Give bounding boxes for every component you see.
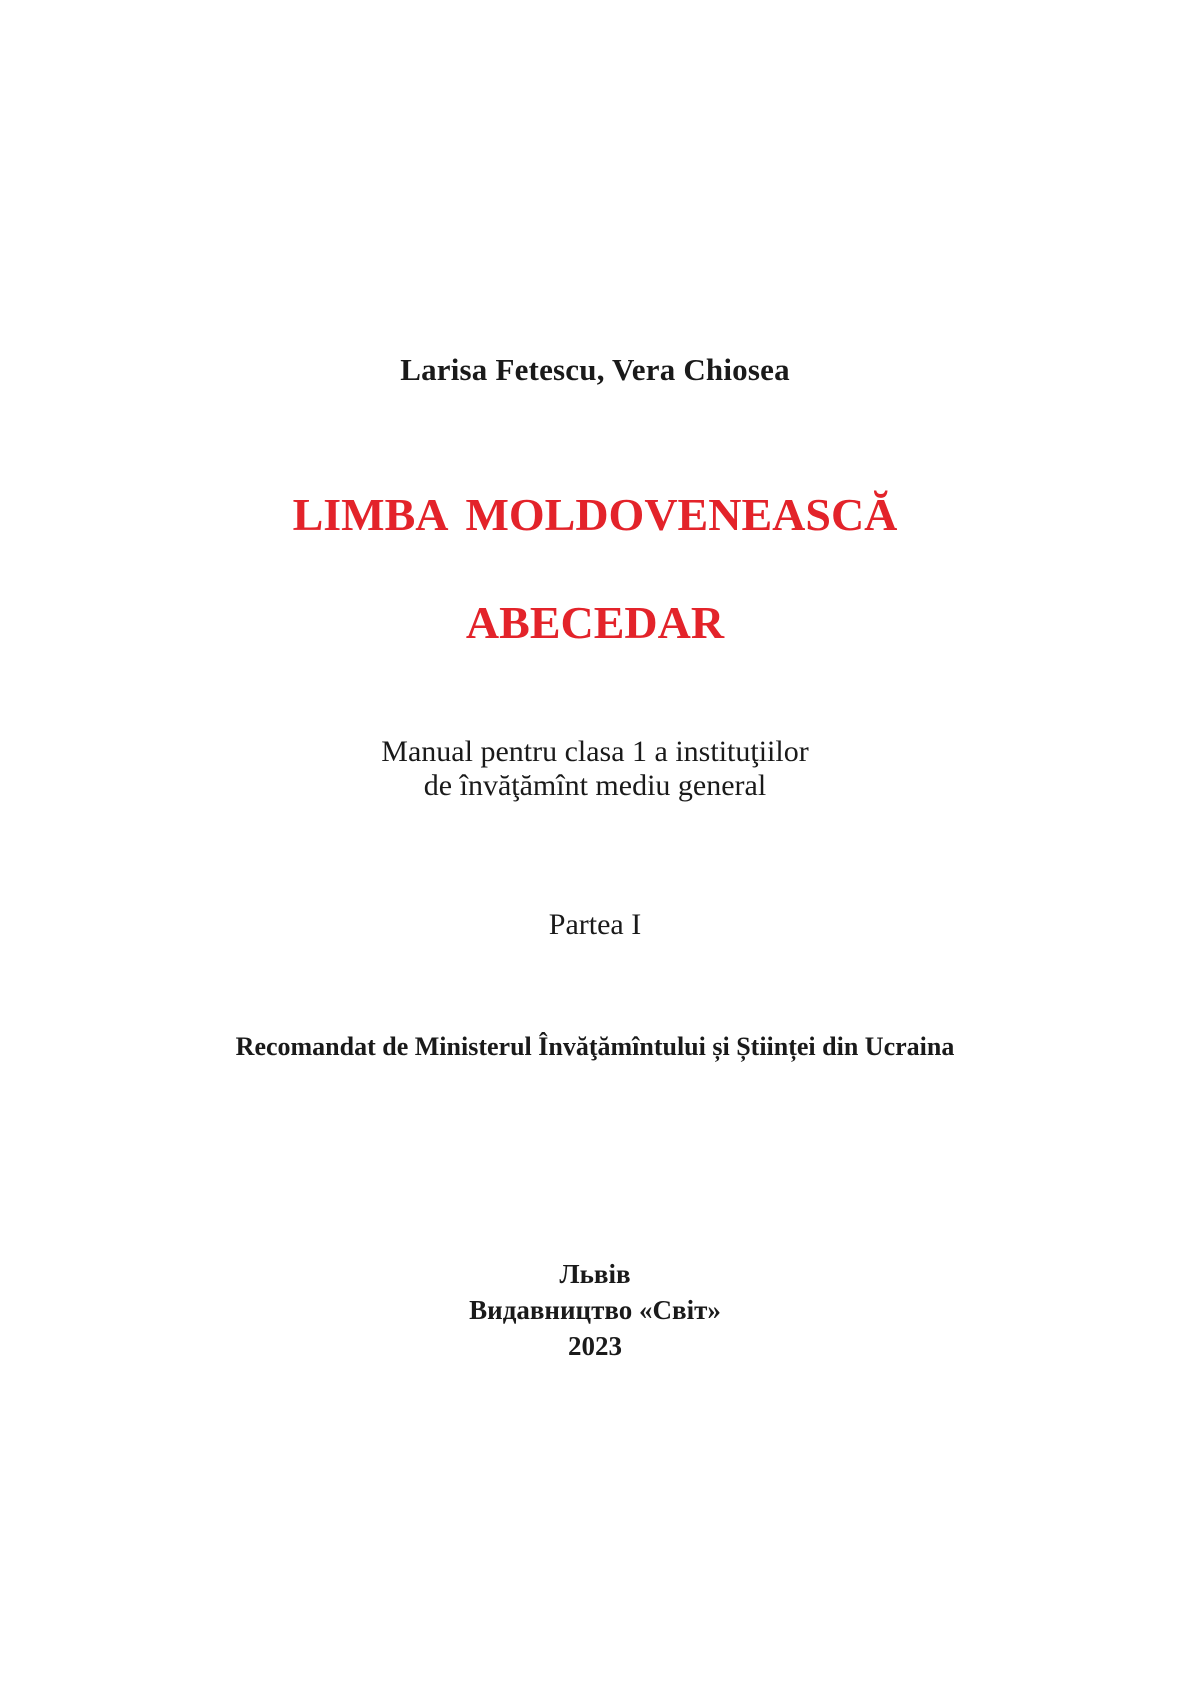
part-number: Partea I — [548, 908, 642, 941]
description-line-2: de învăţămînt mediu general — [423, 769, 767, 802]
book-subtitle: ABECEDAR — [465, 597, 725, 648]
imprint-publisher: Видавництво «Світ» — [469, 1295, 721, 1325]
book-description — [0, 735, 1190, 803]
imprint-city: Львів — [559, 1259, 631, 1289]
imprint-year: 2023 — [568, 1331, 622, 1361]
book-title: LIMBA MOLDOVENEASCĂ — [292, 489, 898, 540]
authors: Larisa Fetescu, Vera Chiosea — [400, 352, 790, 387]
imprint — [0, 1256, 1190, 1364]
recommendation: Recomandat de Ministerul Învăţămîntului și Științei din Ucraina — [235, 1032, 955, 1061]
description-line-1: Manual pentru clasa 1 a instituţiilor — [381, 735, 809, 768]
